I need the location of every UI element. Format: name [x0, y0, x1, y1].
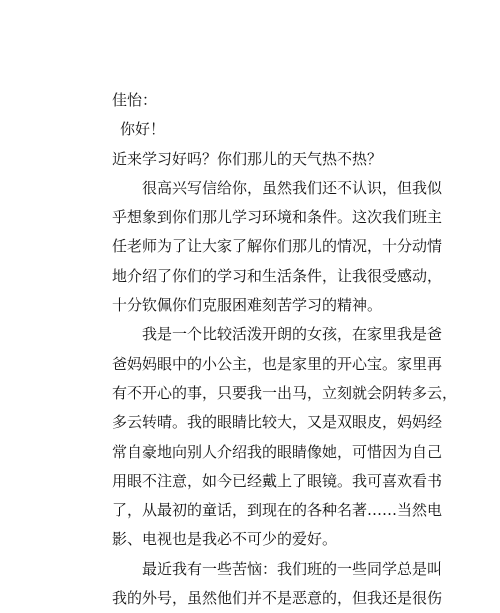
paragraph-3-line: 了，从最初的童话，到现在的各种名著……当然电 [112, 501, 443, 520]
paragraph-4-line: 我的外号，虽然他们并不是恶意的，但我还是很伤 [112, 589, 443, 608]
paragraph-2-line: 任老师为了让大家了解你们那儿的情况，十分动情 [112, 237, 443, 256]
paragraph-2-line: 乎想象到你们那儿学习环境和条件。这次我们班主 [112, 208, 443, 227]
paragraph-3-line: 多云转晴。我的眼睛比较大，又是双眼皮，妈妈经 [112, 413, 443, 432]
paragraph-3-line: 常自豪地向别人介绍我的眼睛像她，可惜因为自己 [112, 442, 443, 461]
greeting-hello: 你好！ [120, 120, 166, 139]
salutation: 佳怡： [112, 91, 158, 109]
paragraph-2-line: 地介绍了你们的学习和生活条件，让我很受感动， [112, 266, 443, 285]
paragraph-2-line: 很高兴写信给你，虽然我们还不认识，但我似 [142, 178, 443, 197]
paragraph-3-line: 有不开心的事，只要我一出马，立刻就会阴转多云， [112, 383, 458, 402]
paragraph-3-line: 用眼不注意，如今已经戴上了眼镜。我可喜欢看书 [112, 471, 443, 490]
paragraph-3-line: 爸妈妈眼中的小公主，也是家里的开心宝。家里再 [112, 354, 443, 373]
letter-body [112, 86, 458, 613]
paragraph-3-line: 我是一个比较活泼开朗的女孩，在家里我是爸 [142, 325, 443, 344]
paragraph-2-line: 十分钦佩你们克服困难刻苦学习的精神。 [112, 296, 383, 315]
paragraph-3-line: 影、电视也是我必不可少的爱好。 [112, 530, 338, 549]
paragraph-4-line: 最近我有一些苦恼：我们班的一些同学总是叫 [142, 559, 443, 578]
paragraph-1-line: 近来学习好吗？你们那儿的天气热不热？ [112, 149, 383, 168]
